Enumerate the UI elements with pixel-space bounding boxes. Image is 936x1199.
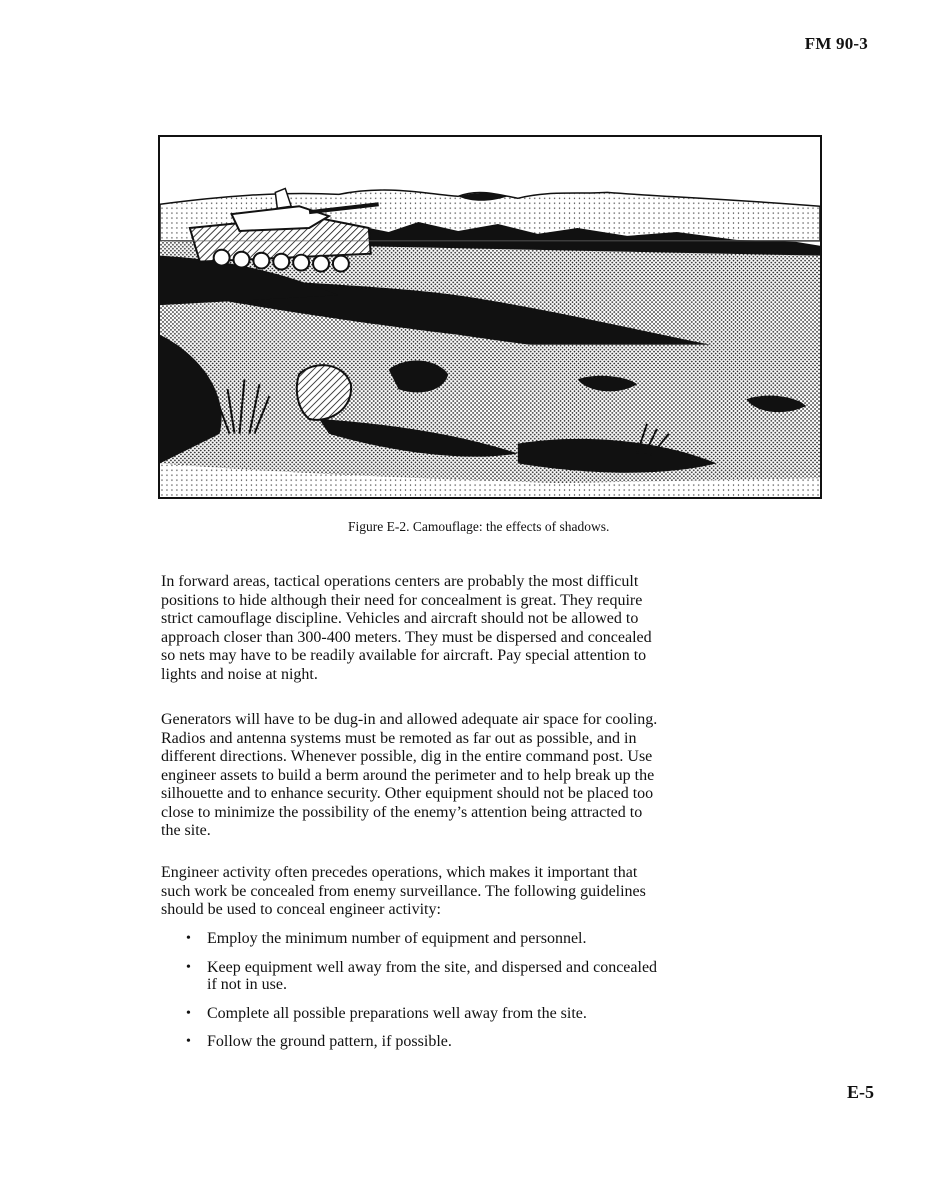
engineer-guidelines-list <box>186 930 666 1062</box>
paragraph-generators: Generators will have to be dug-in and allowed adequate air space for cooling. Radios and antenna systems must be remoted as far out as possible, and in different directions. Whenever possible, dig in the entire command post. Use engineer assets to build a berm around the perimeter and to help break up the silhouette and to enhance security. Other equipment should not be placed too close to minimize the possibility of the enemy’s attention being attracted to the site. <box>161 711 658 839</box>
list-item: • Keep equipment well away from the site, and dispersed and concealed if not in use. <box>186 959 666 994</box>
list-item: • Follow the ground pattern, if possible. <box>186 1033 666 1051</box>
figure-illustration <box>160 137 820 497</box>
list-item: • Complete all possible preparations well away from the site. <box>186 1005 666 1023</box>
camouflage-shadows-figure <box>158 135 822 499</box>
paragraph-engineer-activity: Engineer activity often precedes operations, which makes it important that such work be concealed from enemy surveillance. The following guidelines should be used to conceal engineer activity: <box>161 864 646 918</box>
page-number: E-5 <box>847 1082 874 1102</box>
figure-caption: Figure E-2. Camouflage: the effects of shadows. <box>348 519 610 534</box>
list-item: • Employ the minimum number of equipment and personnel. <box>186 930 666 948</box>
running-header: FM 90-3 <box>804 34 868 53</box>
paragraph-toc-concealment: In forward areas, tactical operations centers are probably the most difficult positions to hide although their need for concealment is great. They require strict camouflage discipline. Vehicles and aircraft should not be allowed to approach closer than 300-400 meters. They must be dispersed and concealed so nets may have to be readily available for aircraft. Pay special attention to lights and noise at night. <box>161 573 652 683</box>
